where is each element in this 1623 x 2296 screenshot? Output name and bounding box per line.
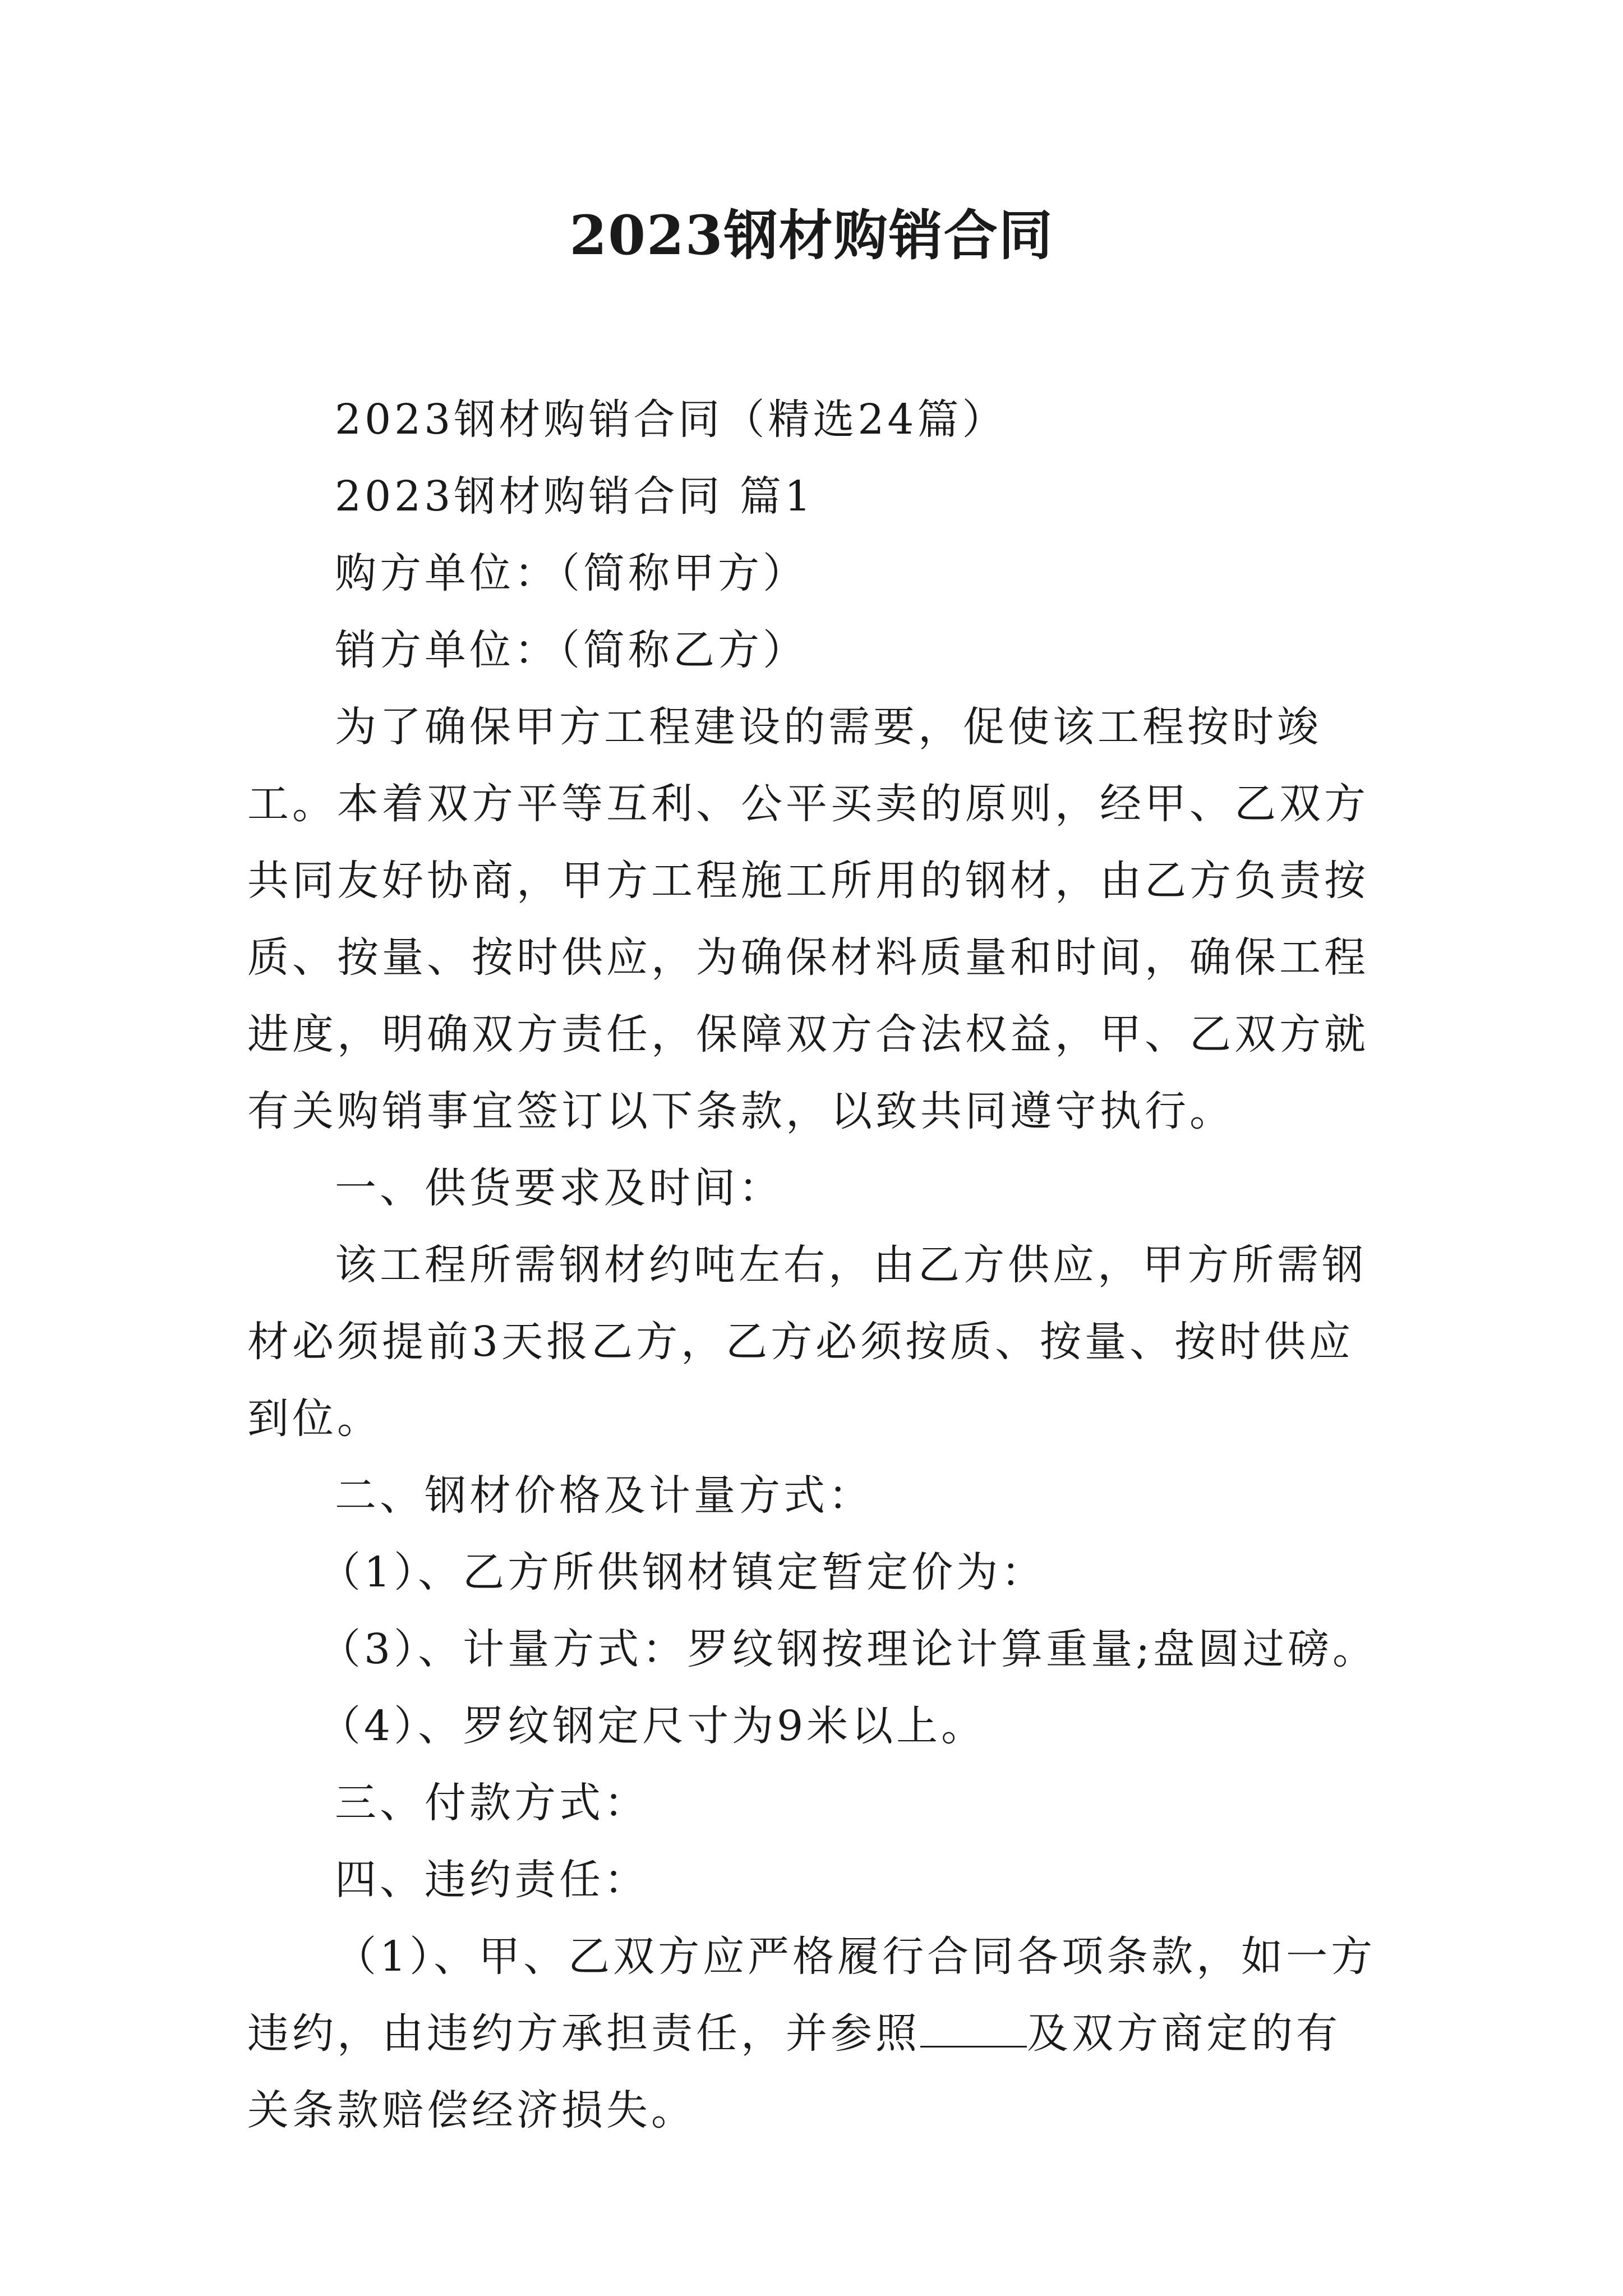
preamble-paragraph: 为了确保甲方工程建设的需要，促使该工程按时竣工。本着双方平等互利、公平买卖的原则，经甲、乙双方共同友好协商，甲方工程施工所用的钢材，由乙方负责按质、按量、按时供应，为确保材料质量和时间，确保工程进度，明确双方责任，保障双方合法权益，甲、乙双方就有关购销事宜签订以下条款，以致共同遵守执行。: [247, 703, 1369, 1135]
liability-text-after: 及双方商定的有关条款赔偿经济损失。: [247, 2009, 1341, 2134]
buyer-line: 购方单位：（简称甲方）: [335, 549, 808, 597]
clause-item-3: （3）、计量方式：罗纹钢按理论计算重量;盘圆过磅。: [319, 1625, 1378, 1673]
clause-heading-4: 四、违约责任：: [335, 1856, 649, 1904]
document-title: 2023钢材购销合同: [569, 204, 1054, 267]
clause-item-4: （4）、罗纹钢定尺寸为9米以上。: [319, 1702, 986, 1750]
seller-line: 销方单位：（简称乙方）: [335, 626, 808, 674]
fill-in-blank: [920, 2012, 1027, 2047]
clause-item-1: （1）、乙方所供钢材镇定暂定价为：: [319, 1548, 1046, 1596]
clause-heading-3: 三、付款方式：: [335, 1779, 649, 1827]
section-heading: 2023钢材购销合同 篇1: [335, 472, 814, 521]
clause-heading-1: 一、供货要求及时间：: [335, 1164, 783, 1212]
clause-heading-2: 二、钢材价格及计量方式：: [335, 1471, 873, 1520]
clause-paragraph-1: 该工程所需钢材约吨左右，由乙方供应，甲方所需钢材必须提前3天报乙方，乙方必须按质、按量、按时供应到位。: [247, 1241, 1367, 1443]
liability-text-before: （1）、甲、乙双方应严格履行合同各项条款，如一方违约，由违约方承担责任，并参照: [247, 1932, 1376, 2058]
liability-paragraph: [247, 1918, 1380, 2149]
document-body: [247, 381, 1380, 2149]
subtitle-paragraph: 2023钢材购销合同（精选24篇）: [335, 395, 1007, 444]
